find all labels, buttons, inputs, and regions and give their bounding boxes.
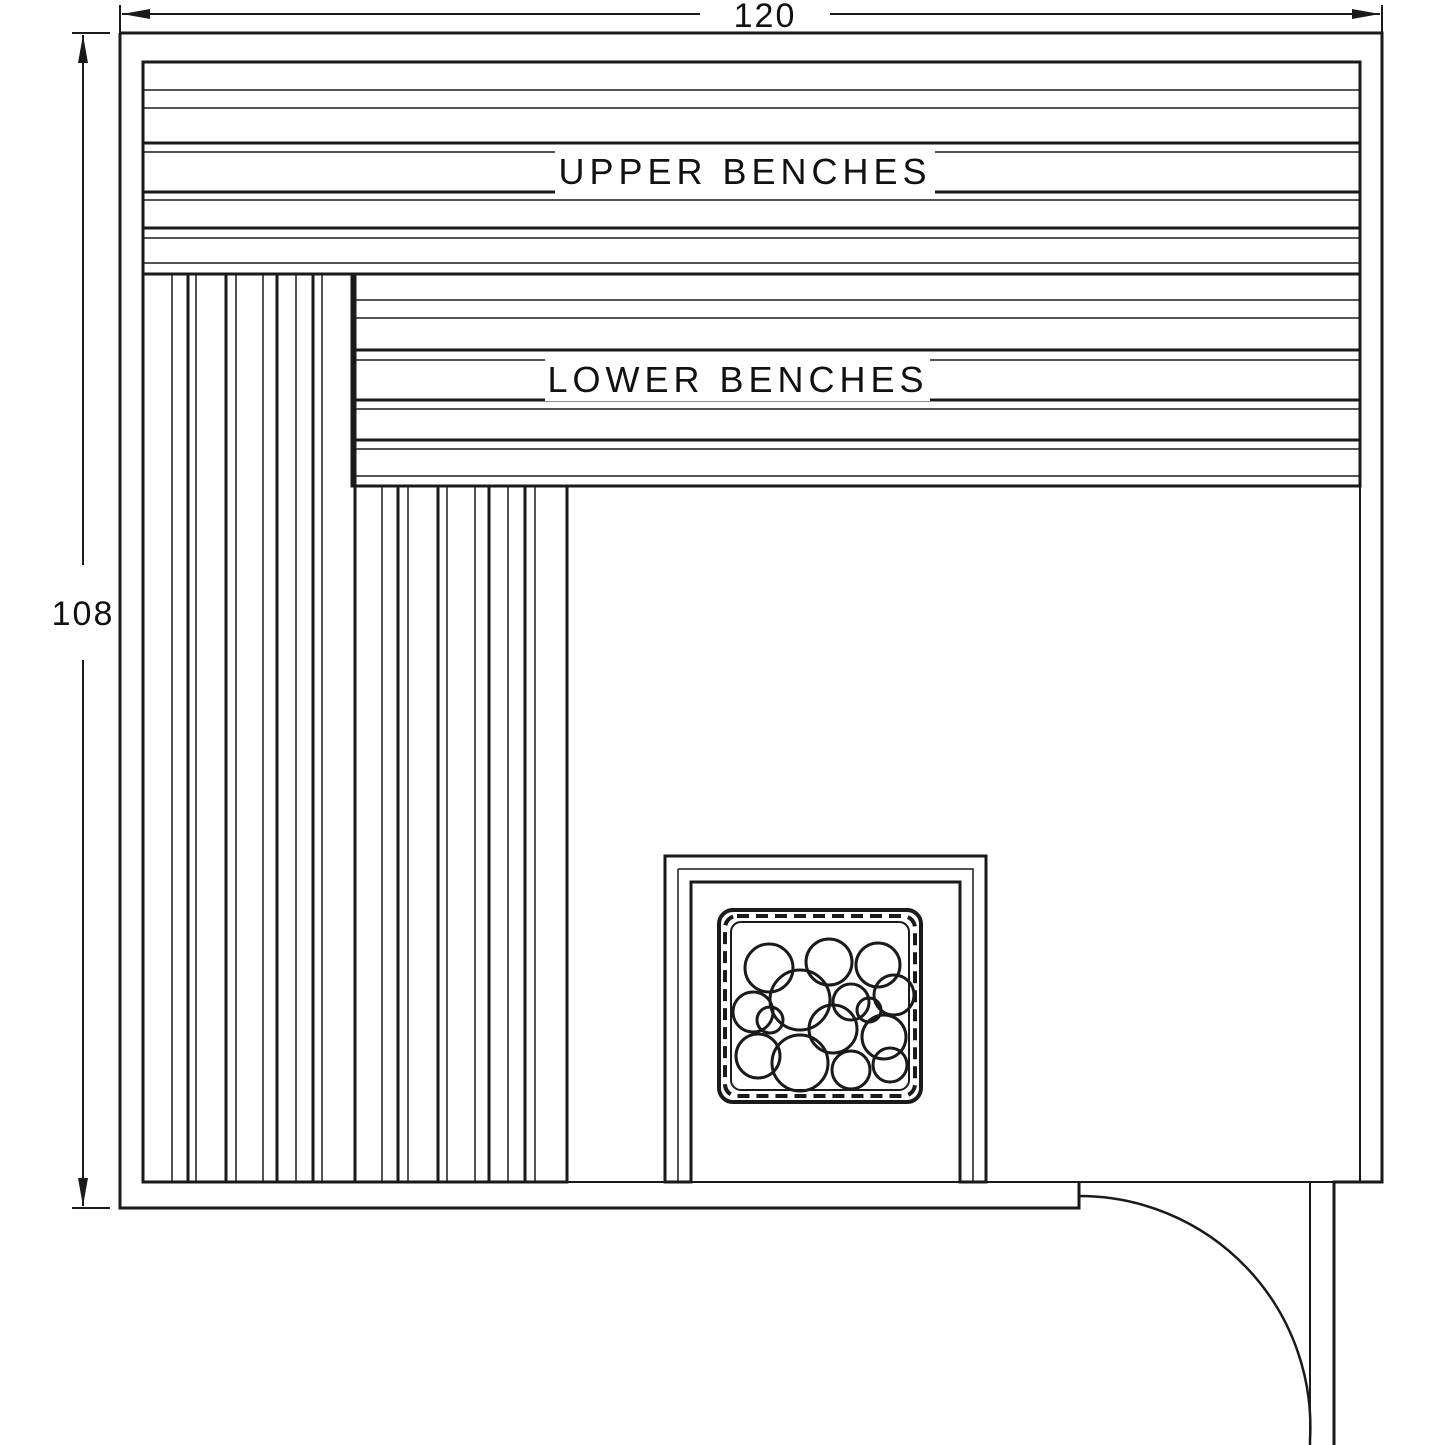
door-swing-group xyxy=(1079,1182,1310,1445)
heater-stone xyxy=(733,992,773,1032)
heater-stone xyxy=(806,939,852,985)
heater-stone xyxy=(745,944,793,992)
heater-stone xyxy=(832,1051,870,1089)
left-lower-bench-group xyxy=(355,486,567,1182)
door-arc xyxy=(1079,1196,1310,1440)
arrowhead-top xyxy=(78,35,88,63)
arrowhead-right xyxy=(1352,9,1380,19)
room-walls xyxy=(120,33,1382,1445)
heater-group xyxy=(719,910,921,1102)
heater-body-outline xyxy=(719,910,921,1102)
arrowhead-left xyxy=(122,9,150,19)
heater-basket-mesh xyxy=(725,916,915,1096)
left-upper-bench-outline xyxy=(143,274,355,1182)
heater-stone xyxy=(873,1048,907,1082)
arrowhead-bottom xyxy=(78,1178,88,1206)
outer-wall-left-bottom xyxy=(120,33,1079,1208)
dimension-width-label: 120 xyxy=(733,0,797,35)
lower-benches-label: LOWER BENCHES xyxy=(547,359,929,400)
heater-stone xyxy=(856,943,900,987)
heater-guard-group xyxy=(665,856,986,1182)
dimension-height-label: 108 xyxy=(51,595,115,633)
inner-wall-face xyxy=(143,62,1360,1182)
inner-wall-face-left xyxy=(143,62,1079,1182)
heater-mesh-ring xyxy=(725,916,915,1096)
heater-stone xyxy=(770,970,830,1030)
heater-stones xyxy=(733,939,914,1091)
heater-stone xyxy=(809,1005,857,1053)
left-upper-bench-group xyxy=(143,274,355,1182)
outer-wall-top-right xyxy=(120,33,1382,1445)
heater-guard-outer xyxy=(665,856,986,1182)
upper-benches-label: UPPER BENCHES xyxy=(558,151,932,192)
